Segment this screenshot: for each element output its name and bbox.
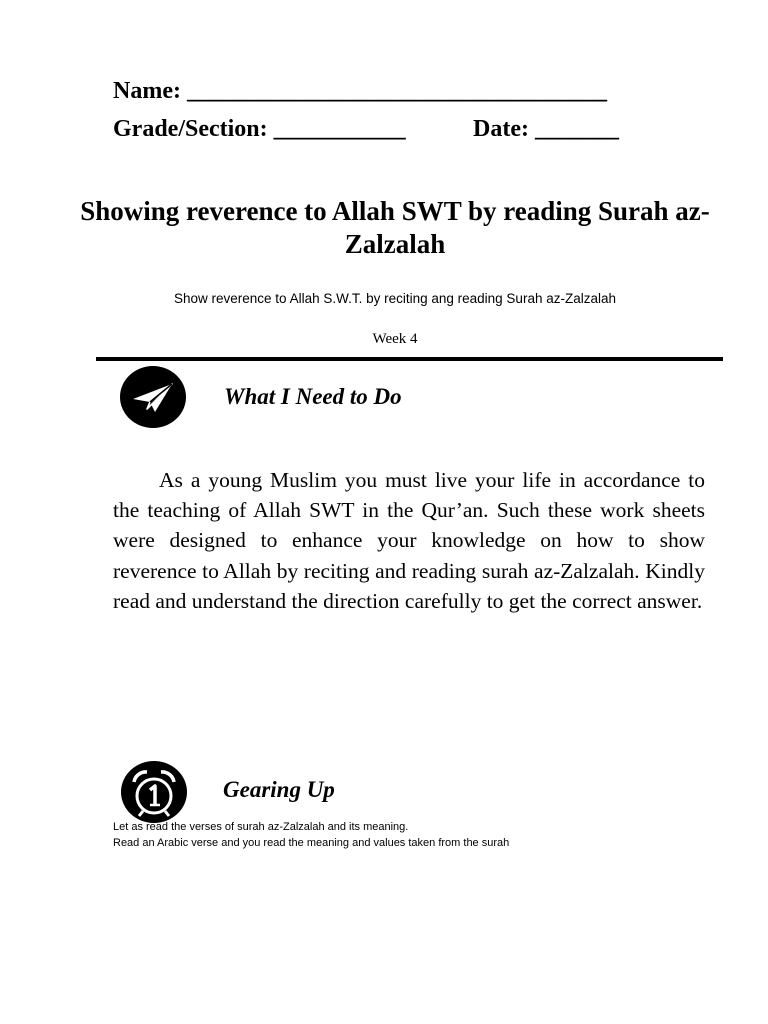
gearing-up-heading: Gearing Up <box>223 777 335 802</box>
section-divider <box>96 357 723 361</box>
intro-paragraph: As a young Muslim you must live your life in accordance to the teaching of Allah SWT in the Qur’an. Such these work sheets were designed to enhance your knowledge on how to show reverence to Allah by reciting and reading surah az-Zalzalah. Kindly read and understand the direction carefully to get the correct answer. <box>113 468 705 613</box>
name-field-label: Name: ___________________________________ <box>113 78 607 104</box>
instruction-line-1: Let as read the verses of surah az-Zalzalah and its meaning. <box>113 821 409 833</box>
date-field-label: Date: _______ <box>473 116 619 142</box>
page-title: Showing reverence to Allah SWT by reading Surah az-Zalzalah <box>80 196 710 259</box>
paper-plane-icon <box>120 366 186 428</box>
page-subtitle: Show reverence to Allah S.W.T. by reciting ang reading Surah az-Zalzalah <box>174 291 616 306</box>
week-label: Week 4 <box>372 331 418 347</box>
instruction-line-2: Read an Arabic verse and you read the meaning and values taken from the surah <box>113 837 510 849</box>
alarm-clock-icon <box>121 761 187 823</box>
what-i-need-to-do-heading: What I Need to Do <box>224 384 402 409</box>
grade-section-field-label: Grade/Section: ___________ <box>113 116 406 142</box>
